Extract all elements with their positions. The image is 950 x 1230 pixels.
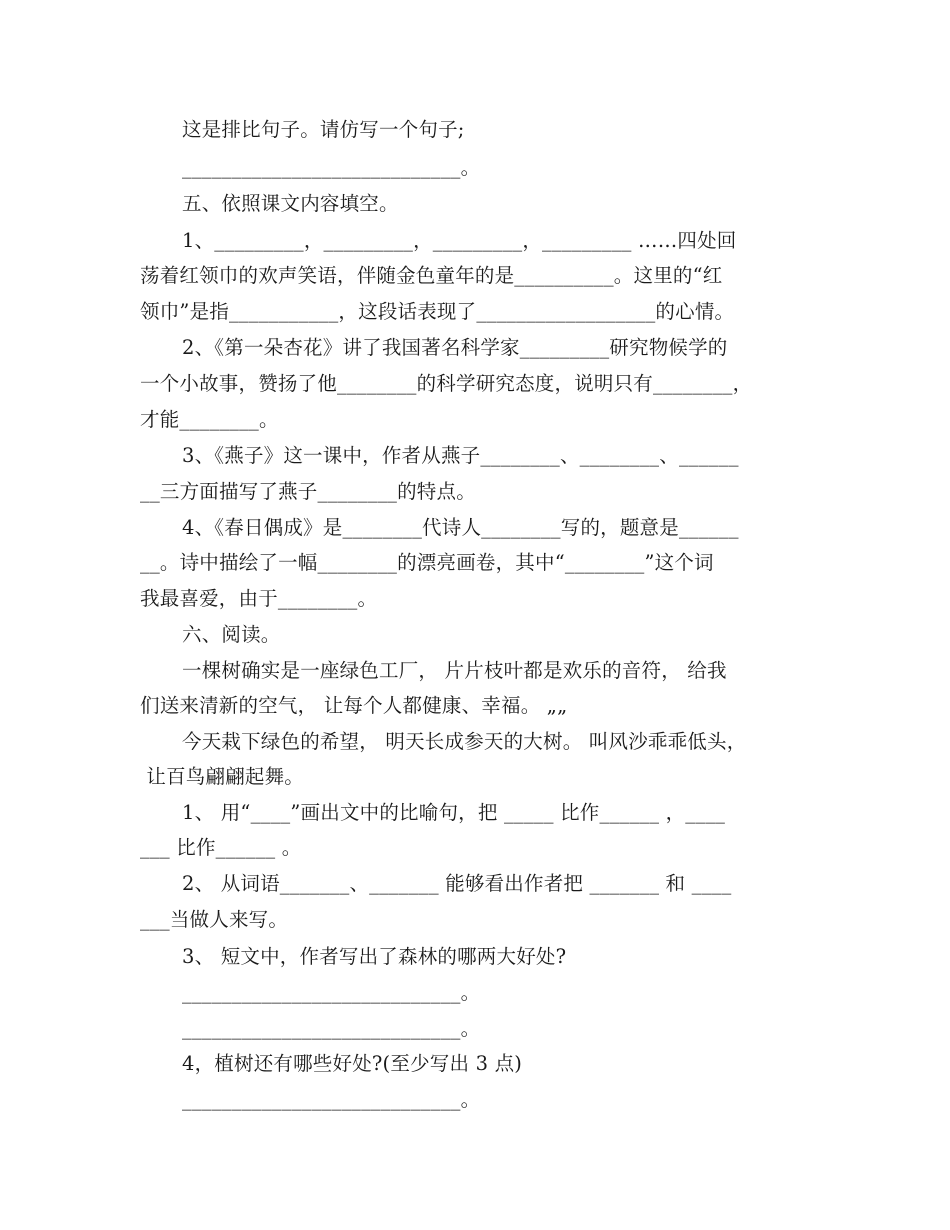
question-3-line-1: 3、《燕子》这一课中，作者从燕子________、________、______ (182, 444, 739, 467)
section-heading-five: 五、依照课文内容填空。 (182, 192, 399, 215)
reading-passage-line-3: 今天栽下绿色的希望， 明天长成参天的大树。 叫风沙乖乖低头， (182, 730, 747, 753)
reading-question-2-line-1: 2、 从词语_______、_______ 能够看出作者把 _______ 和 ____ (182, 872, 732, 895)
question-1-line-1: 1、_________，_________，_________，_________ ……四处回 (182, 229, 737, 252)
section-heading-six: 六、阅读。 (182, 623, 281, 646)
reading-question-2-line-2: ___当做人来写。 (140, 908, 289, 931)
question-2-line-2: 一个小故事，赞扬了他________的科学研究态度，说明只有________， (140, 372, 753, 395)
reading-question-3: 3、 短文中，作者写出了森林的哪两大好处? (182, 945, 567, 968)
reading-question-1-line-2: ___ 比作______ 。 (140, 836, 302, 859)
imitation-prompt: 这是排比句子。请仿写一个句子; (182, 118, 465, 141)
question-2-line-1: 2、《第一朵杏花》讲了我国著名科学家_________研究物候学的 (182, 336, 728, 359)
answer-blank-line: ____________________________。 (182, 1017, 481, 1040)
reading-passage-line-4: 让百鸟翩翩起舞。 (140, 765, 304, 788)
question-4-line-2: __。诗中描绘了一幅________的漂亮画卷，其中“________”这个词 (140, 551, 714, 574)
answer-blank-line: ____________________________。 (182, 156, 481, 179)
answer-blank-line: ____________________________。 (182, 1088, 481, 1111)
reading-question-1-line-1: 1、 用“____”画出文中的比喻句，把 _____ 比作______ ，____ (182, 801, 726, 824)
reading-passage-line-2: 们送来清新的空气， 让每个人都健康、幸福。 „„ (140, 694, 568, 717)
reading-passage-line-1: 一棵树确实是一座绿色工厂， 片片枝叶都是欢乐的音符， 给我 (182, 659, 727, 682)
question-1-line-2: 荡着红领巾的欢声笑语，伴随金色童年的是__________。这里的“红 (140, 264, 723, 287)
question-1-line-3: 领巾”是指___________，这段话表现了__________________的心情。 (140, 300, 735, 323)
answer-blank-line: ____________________________。 (182, 981, 481, 1004)
question-3-line-2: __三方面描写了燕子________的特点。 (140, 480, 476, 503)
question-4-line-1: 4、《春日偶成》是________代诗人________写的，题意是______ (182, 516, 739, 539)
question-2-line-3: 才能________。 (140, 408, 279, 431)
reading-question-4: 4，植树还有哪些好处?(至少写出 3 点) (182, 1052, 523, 1075)
question-4-line-3: 我最喜爱，由于________。 (140, 587, 378, 610)
